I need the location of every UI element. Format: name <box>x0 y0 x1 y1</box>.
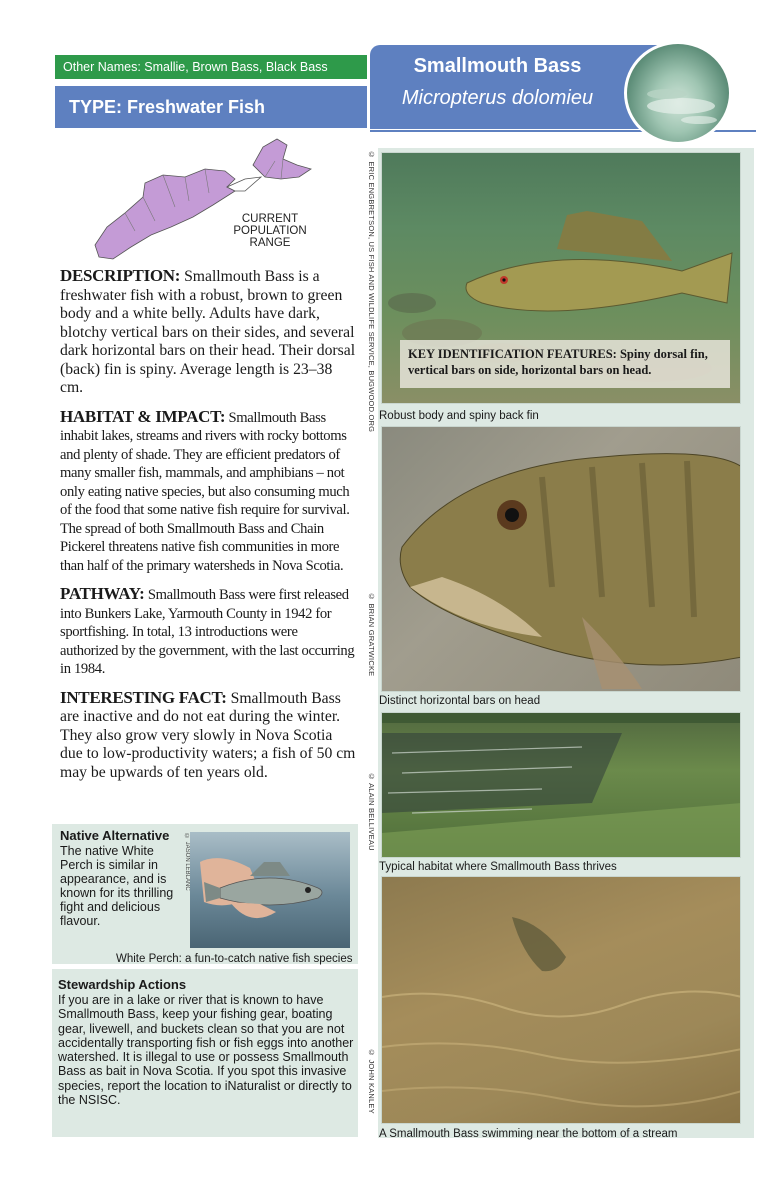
pathway-text: Smallmouth Bass were first released into Bunkers Lake, Yarmouth County in 1942 for sportfishing. In total, 13 introductions were authorized by the government, with the last occurring in 1984. <box>60 587 355 677</box>
photo3-caption: Typical habitat where Smallmouth Bass thrives <box>379 861 617 873</box>
photo1-credit: © ERIC ENGBRETSON, US FISH AND WILDLIFE SERVICE, BUGWOOD.ORG <box>367 150 376 433</box>
header-circle-photo <box>624 41 732 145</box>
type-label: TYPE: Freshwater Fish <box>55 86 367 128</box>
stream-bottom-photo <box>381 876 741 1124</box>
native-alternative-text: The native White Perch is similar in appearance, and is known for its thrilling fight and delicious flavour. <box>60 844 174 928</box>
photo3-credit: © ALAIN BELLIVEAU <box>367 772 376 851</box>
other-names-bar: Other Names: Smallie, Brown Bass, Black Bass <box>55 55 367 79</box>
description-heading: DESCRIPTION: <box>60 266 181 285</box>
habitat-photo <box>381 712 741 858</box>
white-perch-caption: White Perch: a fun-to-catch native fish species <box>116 953 353 965</box>
habitat-heading: HABITAT & IMPACT: <box>60 406 226 426</box>
description-section <box>60 267 358 398</box>
pathway-section <box>60 585 358 679</box>
scientific-name: Micropterus dolomieu <box>401 87 594 109</box>
native-alternative-title: Native Alternative <box>60 828 170 843</box>
fact-section <box>60 689 358 783</box>
fact-heading: INTERESTING FACT: <box>60 687 227 707</box>
map-label: CURRENT POPULATION RANGE <box>233 213 307 249</box>
stewardship-box <box>52 969 358 1137</box>
bass-head-photo <box>381 426 741 692</box>
photo4-credit: © JOHN KANLEY <box>367 1048 376 1114</box>
fact-text: Smallmouth Bass are inactive and do not eat during the winter. They also grow very slowly in Nova Scotia due to low-productivity waters; a fish of 50 cm may be upwards of ten years old. <box>60 689 356 781</box>
body-text <box>60 267 358 792</box>
key-identification-features: KEY IDENTIFICATION FEATURES: Spiny dorsal fin, vertical bars on side, horizontal bars on head. <box>400 340 730 388</box>
native-photo-credit: © JASON LEBLANC <box>184 834 190 891</box>
habitat-text: Smallmouth Bass inhabit lakes, streams and rivers with rocky bottoms and plenty of shade. They are efficient predators of many smaller fish, mammals, and amphibians – not only eating native species, but also consuming much of the food that some native fish require for survival. The spread of both Smallmouth Bass and Chain Pickerel threatens native fish communities in more than half of the primary watersheds in Nova Scotia. <box>60 409 350 574</box>
stewardship-title: Stewardship Actions <box>58 977 187 992</box>
stewardship-text: If you are in a lake or river that is known to have Smallmouth Bass, keep your fishing gear, boating gear, livewell, and buckets clean so that you are not accidentally transporting fish or fish eggs into another watershed. It is illegal to use or possess Smallmouth Bass as bait in Nova Scotia. If you spot this invasive species, report the location to iNaturalist or directly to the NSISC. <box>58 993 354 1108</box>
photo2-caption: Distinct horizontal bars on head <box>379 695 541 707</box>
habitat-section <box>60 408 358 576</box>
description-text: Smallmouth Bass is a freshwater fish with a robust, brown to green body and a white belly. Adults have dark, blotchy vertical bars on their sides, and several dark horizontal bars on their head. Their dorsal (back) fin is spiny. Average length is 23–38 cm. <box>60 268 356 396</box>
photo4-caption: A Smallmouth Bass swimming near the bottom of a stream <box>379 1128 678 1140</box>
photo2-credit: © BRIAN GRATWICKE <box>367 592 376 677</box>
pathway-heading: PATHWAY: <box>60 584 145 603</box>
page-title: Smallmouth Bass <box>413 55 582 77</box>
white-perch-photo <box>190 832 350 948</box>
photo1-caption: Robust body and spiny back fin <box>379 410 539 422</box>
